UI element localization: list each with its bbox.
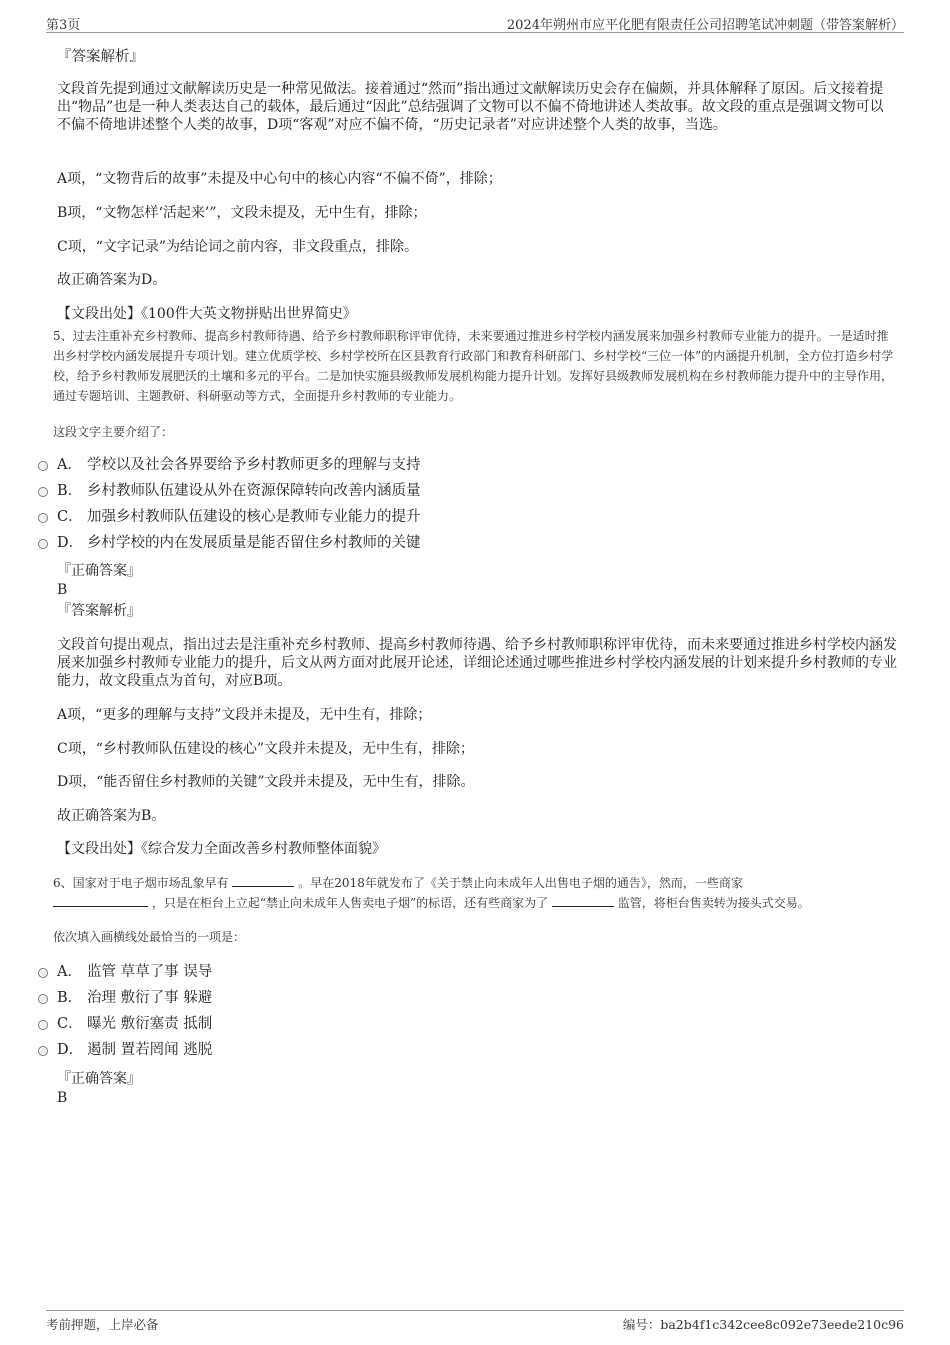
fill-blank-2[interactable]	[53, 894, 148, 907]
question-stem: 5、过去注重补充乡村教师、提高乡村教师待遇、给予乡村教师职称评审优待，未来要通过推进乡村学校内涵发展来加强乡村教师专业能力的提升。一是适时推出乡村学校内涵发展提升专项计划。建立优质学校、乡村学校所在区县教育行政部门和教育科研部门、乡村学校“三位一体”的内涵提升机制，全方位打造乡村学校，给予乡村教师发展肥沃的土壤和多元的平台。二是加快实施县级教师发展机构能力提升计划。发挥好县级教师发展机构在乡村教师能力提升中的主导作用，通过专题培训、主题教研、科研驱动等方式，全面提升乡村教师的专业能力。	[53, 329, 894, 403]
page-footer	[46, 1310, 904, 1335]
analysis-conclusion: 故正确答案为B。	[57, 808, 166, 824]
option-c[interactable]: C． 加强乡村教师队伍建设的核心是教师专业能力的提升	[0, 504, 900, 530]
source-citation: 【文段出处】《100件大英文物拼贴出世界简史》	[57, 306, 357, 322]
option-c[interactable]: C． 曝光 敷衍塞责 抵制	[0, 1011, 900, 1037]
footer-slogan: 考前押题，上岸必备	[46, 1317, 159, 1332]
analysis-title: 『答案解析』	[57, 49, 144, 65]
option-d[interactable]: D． 乡村学校的内在发展质量是能否留住乡村教师的关键	[0, 530, 900, 556]
fill-blank-1[interactable]	[232, 874, 294, 887]
fill-blank-3[interactable]	[552, 894, 614, 907]
analysis-option-a: A项，“更多的理解与支持”文段并未提及，无中生有，排除；	[57, 707, 432, 723]
option-b[interactable]: B． 治理 敷衍了事 躲避	[0, 985, 900, 1011]
radio-icon[interactable]	[38, 994, 48, 1004]
analysis-option-c: C项，“文字记录”为结论词之前内容，非文段重点，排除。	[57, 239, 419, 255]
answer-title: 『正确答案』	[57, 1071, 141, 1087]
question-prompt: 这段文字主要介绍了：	[53, 425, 174, 439]
option-a[interactable]: A． 学校以及社会各界要给予乡村教师更多的理解与支持	[0, 452, 900, 478]
option-d[interactable]: D． 遏制 置若罔闻 逃脱	[0, 1037, 900, 1063]
radio-icon[interactable]	[38, 968, 48, 978]
question-stem: 6、国家对于电子烟市场乱象早有 。早在2018年就发布了《关于禁止向未成年人出售电子烟的通告》，然而，一些商家 ，只是在柜台上立起“禁止向未成年人售卖电子烟”的标语，还有些商家为了 监管，将柜台售卖转为接头式交易。	[53, 876, 810, 910]
option-b[interactable]: B． 乡村教师队伍建设从外在资源保障转向改善内涵质量	[0, 478, 900, 504]
radio-icon[interactable]	[38, 461, 48, 471]
analysis-conclusion: 故正确答案为D。	[57, 272, 167, 288]
q5-options	[0, 452, 900, 556]
radio-icon[interactable]	[38, 487, 48, 497]
page-number: 第3页	[46, 18, 81, 33]
analysis-text: 文段首句提出观点，指出过去是注重补充乡村教师、提高乡村教师待遇、给予乡村教师职称评审优待，而未来要通过推进乡村学校内涵发展来加强乡村教师专业能力的提升，后文从两方面对此展开论述，详细论述通过哪些推进乡村学校内涵发展的计划来提升乡村教师的专业能力，故文段重点为首句，对应B项。	[57, 637, 897, 689]
analysis-option-c: C项，“乡村教师队伍建设的核心”文段并未提及，无中生有，排除；	[57, 741, 475, 757]
analysis-option-a: A项，“文物背后的故事”未提及中心句中的核心内容“不偏不倚”，排除；	[57, 171, 502, 187]
answer-value: B	[57, 1090, 68, 1106]
radio-icon[interactable]	[38, 513, 48, 523]
question-prompt: 依次填入画横线处最恰当的一项是：	[53, 930, 246, 944]
analysis-option-d: D项，“能否留住乡村教师的关键”文段并未提及，无中生有，排除。	[57, 774, 475, 790]
document-id: 编号：ba2b4f1c342cee8c092e73eede210c96	[622, 1317, 904, 1332]
analysis-title: 『答案解析』	[57, 603, 141, 619]
radio-icon[interactable]	[38, 1046, 48, 1056]
answer-value: B	[57, 582, 68, 598]
analysis-option-b: B项，“文物怎样‘活起来’”，文段未提及，无中生有，排除；	[57, 205, 427, 221]
source-citation: 【文段出处】《综合发力全面改善乡村教师整体面貌》	[57, 841, 386, 857]
analysis-text: 文段首先提到通过文献解读历史是一种常见做法。接着通过“然而”指出通过文献解读历史会存在偏颇，并具体解释了原因。后文接着提出“物品”也是一种人类表达自己的载体，最后通过“因此”总结强调了文物可以不偏不倚地讲述人类故事。故文段的重点是强调文物可以不偏不倚地讲述整个人类的故事，D项“客观”对应不偏不倚，“历史记录者”对应讲述整个人类的故事，当选。	[57, 81, 884, 133]
option-a[interactable]: A． 监管 草草了事 误导	[0, 959, 900, 985]
radio-icon[interactable]	[38, 539, 48, 549]
document-title: 2024年朔州市应平化肥有限责任公司招聘笔试冲刺题（带答案解析）	[506, 18, 904, 33]
q6-options	[0, 959, 900, 1063]
radio-icon[interactable]	[38, 1020, 48, 1030]
page-header	[46, 12, 904, 33]
answer-title: 『正确答案』	[57, 563, 141, 579]
